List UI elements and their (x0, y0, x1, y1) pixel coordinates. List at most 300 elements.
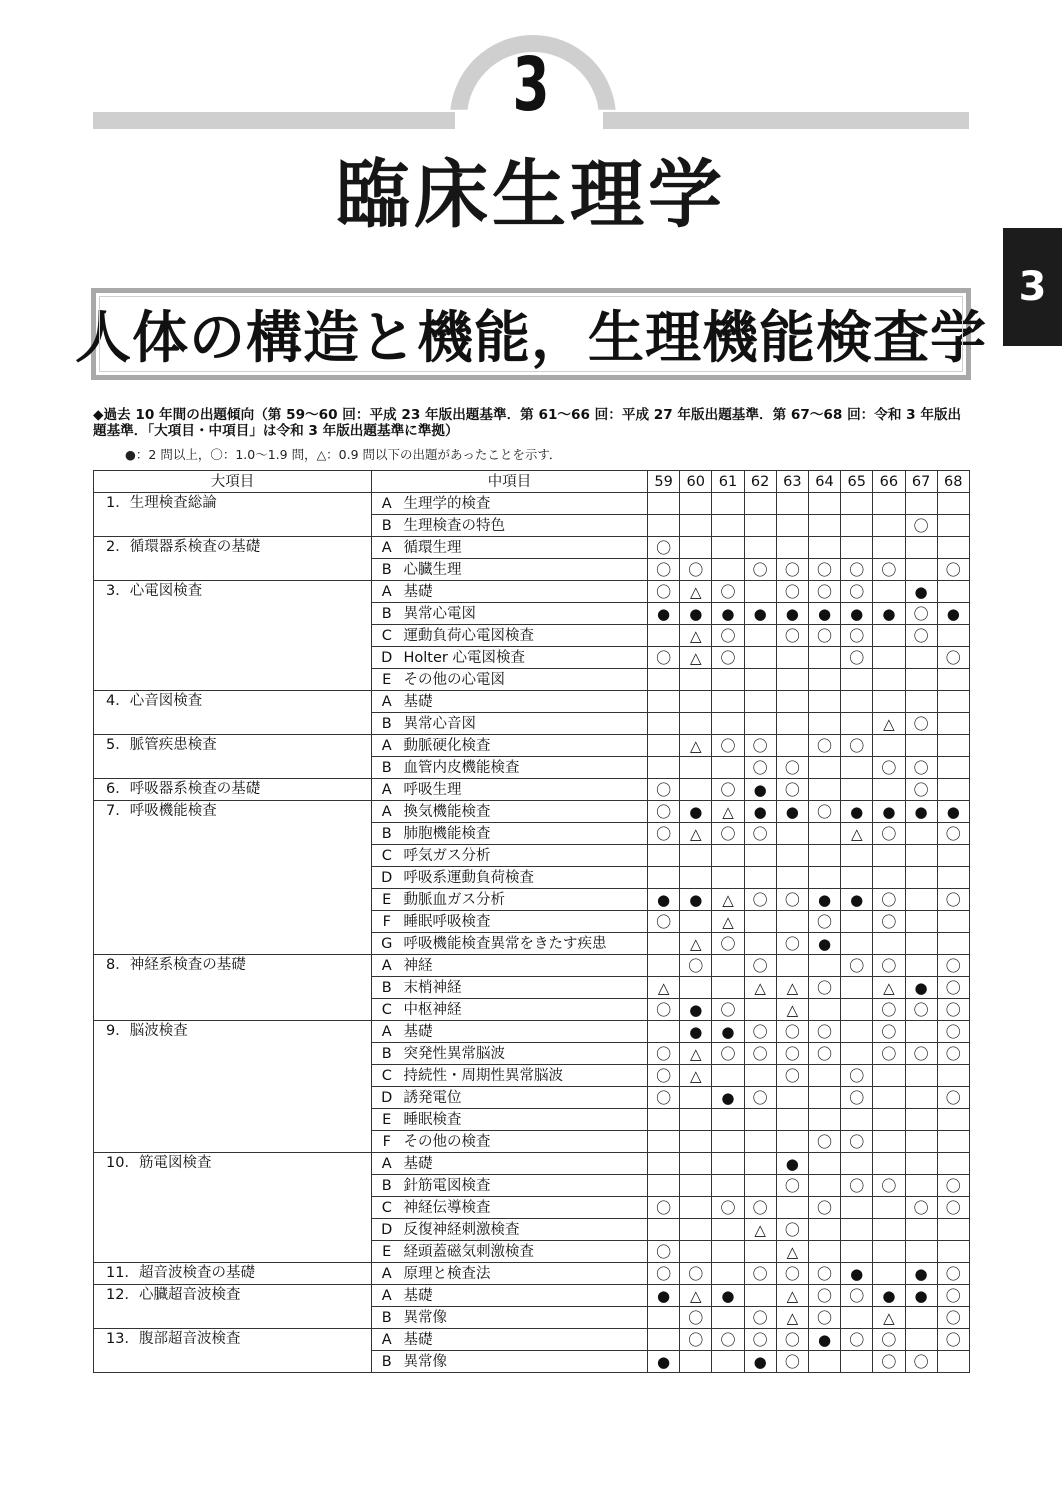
year-mark (712, 669, 744, 691)
minor-item: 動脈血ガス分析 (402, 889, 648, 911)
major-item (94, 1043, 372, 1065)
year-mark: △ (776, 1241, 808, 1263)
year-mark (937, 1109, 969, 1131)
year-mark (841, 999, 873, 1021)
year-mark (841, 669, 873, 691)
year-mark: 〇 (905, 999, 937, 1021)
major-item: 4．心音図検査 (94, 691, 372, 713)
year-mark: △ (744, 977, 776, 999)
minor-letter: D (372, 647, 402, 669)
year-mark (873, 515, 905, 537)
table-row (94, 1307, 970, 1329)
major-item: 10．筋電図検査 (94, 1153, 372, 1175)
year-mark: 〇 (744, 1307, 776, 1329)
year-mark: 〇 (937, 1043, 969, 1065)
year-mark: ● (776, 1153, 808, 1175)
year-mark: ● (937, 801, 969, 823)
table-row (94, 1241, 970, 1263)
year-mark: 〇 (937, 647, 969, 669)
year-mark: ● (905, 801, 937, 823)
minor-letter: F (372, 911, 402, 933)
year-mark: 〇 (712, 625, 744, 647)
minor-item: 運動負荷心電図検査 (402, 625, 648, 647)
year-mark: 〇 (808, 559, 840, 581)
year-mark (873, 493, 905, 515)
year-mark (905, 1307, 937, 1329)
legend: ●：2 問以上，〇：1.0〜1.9 問，△：0.9 問以下の出題があったことを示す． (125, 447, 562, 462)
minor-item: 呼吸機能検査異常をきたす疾患 (402, 933, 648, 955)
header-bar-left (93, 112, 455, 129)
minor-item: 神経伝導検査 (402, 1197, 648, 1219)
year-mark (937, 1351, 969, 1373)
year-mark: 〇 (905, 515, 937, 537)
year-mark: ● (905, 581, 937, 603)
major-item: 1．生理検査総論 (94, 493, 372, 515)
year-mark (808, 537, 840, 559)
year-mark: 〇 (648, 999, 680, 1021)
year-mark: 〇 (937, 1263, 969, 1285)
minor-item: 原理と検査法 (402, 1263, 648, 1285)
year-mark: 〇 (808, 735, 840, 757)
year-mark (905, 1087, 937, 1109)
year-mark: ● (648, 1351, 680, 1373)
minor-item: 生理検査の特色 (402, 515, 648, 537)
major-item (94, 933, 372, 955)
year-mark: 〇 (744, 1197, 776, 1219)
year-mark: ● (905, 1285, 937, 1307)
year-mark: △ (680, 625, 712, 647)
year-mark: 〇 (776, 581, 808, 603)
year-mark (680, 867, 712, 889)
year-mark: ● (648, 1285, 680, 1307)
year-mark: △ (776, 1285, 808, 1307)
year-mark: 〇 (841, 1087, 873, 1109)
year-mark: ● (808, 933, 840, 955)
year-mark: ● (873, 603, 905, 625)
year-mark (808, 493, 840, 515)
year-mark (937, 1241, 969, 1263)
year-mark: 〇 (808, 1263, 840, 1285)
year-mark: ● (680, 889, 712, 911)
year-mark (841, 1219, 873, 1241)
year-mark (905, 647, 937, 669)
year-mark (776, 537, 808, 559)
year-mark: 〇 (808, 581, 840, 603)
year-mark: △ (841, 823, 873, 845)
year-mark (905, 823, 937, 845)
year-mark: 〇 (937, 977, 969, 999)
year-mark: 〇 (937, 1175, 969, 1197)
year-mark (808, 845, 840, 867)
major-item (94, 1307, 372, 1329)
year-mark: 〇 (905, 1351, 937, 1373)
year-mark: △ (712, 911, 744, 933)
minor-item: 呼気ガス分析 (402, 845, 648, 867)
year-mark: △ (680, 823, 712, 845)
year-mark: 〇 (873, 1351, 905, 1373)
year-mark: 〇 (808, 625, 840, 647)
minor-letter: B (372, 559, 402, 581)
year-mark (937, 537, 969, 559)
table-row (94, 713, 970, 735)
year-mark (937, 669, 969, 691)
minor-letter: E (372, 1241, 402, 1263)
year-mark (841, 779, 873, 801)
major-item (94, 1087, 372, 1109)
year-mark: 〇 (873, 823, 905, 845)
major-item: 13．腹部超音波検査 (94, 1329, 372, 1351)
year-mark (648, 1329, 680, 1351)
year-mark (744, 911, 776, 933)
year-mark: 〇 (712, 999, 744, 1021)
minor-item: 針筋電図検査 (402, 1175, 648, 1197)
year-mark (712, 977, 744, 999)
year-mark (808, 647, 840, 669)
year-mark (744, 625, 776, 647)
year-mark: 〇 (808, 1043, 840, 1065)
table-row (94, 757, 970, 779)
minor-letter: A (372, 1021, 402, 1043)
year-mark (937, 779, 969, 801)
note-marker: ◆ (93, 407, 104, 423)
table-row (94, 977, 970, 999)
year-mark: ● (776, 603, 808, 625)
minor-letter: A (372, 1285, 402, 1307)
year-mark (680, 1197, 712, 1219)
minor-item: 経頭蓋磁気刺激検査 (402, 1241, 648, 1263)
year-mark (712, 537, 744, 559)
minor-item: 心臓生理 (402, 559, 648, 581)
minor-letter: D (372, 1219, 402, 1241)
table-row (94, 1263, 970, 1285)
year-mark (648, 735, 680, 757)
year-mark (776, 669, 808, 691)
year-mark (841, 1043, 873, 1065)
year-mark (712, 1153, 744, 1175)
minor-item: 反復神経刺激検査 (402, 1219, 648, 1241)
year-mark (744, 515, 776, 537)
year-mark (712, 955, 744, 977)
table-row (94, 1175, 970, 1197)
year-mark (680, 845, 712, 867)
table-row (94, 1351, 970, 1373)
year-mark (712, 1219, 744, 1241)
year-mark: 〇 (937, 1307, 969, 1329)
year-mark: △ (873, 977, 905, 999)
year-mark (712, 493, 744, 515)
minor-letter: A (372, 955, 402, 977)
year-mark (873, 867, 905, 889)
minor-letter: A (372, 1153, 402, 1175)
table-row (94, 823, 970, 845)
year-mark (841, 493, 873, 515)
year-mark (841, 845, 873, 867)
year-mark (744, 1131, 776, 1153)
minor-letter: C (372, 999, 402, 1021)
year-mark (648, 1307, 680, 1329)
year-mark: 〇 (776, 1263, 808, 1285)
year-mark (873, 669, 905, 691)
year-mark (937, 1065, 969, 1087)
year-mark: 〇 (776, 779, 808, 801)
year-mark (744, 581, 776, 603)
year-mark: 〇 (776, 1219, 808, 1241)
year-mark: 〇 (744, 1087, 776, 1109)
header-year: 61 (712, 471, 744, 493)
minor-letter: C (372, 1065, 402, 1087)
year-mark (744, 1153, 776, 1175)
year-mark: △ (680, 933, 712, 955)
table-row (94, 999, 970, 1021)
year-mark: △ (648, 977, 680, 999)
minor-letter: B (372, 515, 402, 537)
year-mark (937, 493, 969, 515)
year-mark: ● (648, 603, 680, 625)
year-mark: △ (776, 999, 808, 1021)
minor-letter: B (372, 713, 402, 735)
minor-item: 基礎 (402, 1021, 648, 1043)
major-item (94, 911, 372, 933)
year-mark: 〇 (873, 757, 905, 779)
year-mark (873, 1263, 905, 1285)
year-mark (905, 735, 937, 757)
year-mark (648, 691, 680, 713)
minor-item: 持続性・周期性異常脳波 (402, 1065, 648, 1087)
table-row (94, 845, 970, 867)
year-mark: 〇 (680, 1329, 712, 1351)
year-mark: 〇 (744, 955, 776, 977)
minor-letter: A (372, 801, 402, 823)
year-mark (744, 1285, 776, 1307)
year-mark: 〇 (937, 999, 969, 1021)
year-mark (680, 1153, 712, 1175)
year-mark (680, 691, 712, 713)
year-mark: △ (680, 735, 712, 757)
year-mark (712, 1263, 744, 1285)
year-mark (712, 867, 744, 889)
year-mark: ● (808, 1329, 840, 1351)
year-mark: ● (905, 977, 937, 999)
year-mark (905, 1175, 937, 1197)
year-mark: 〇 (648, 1197, 680, 1219)
year-mark (680, 779, 712, 801)
trend-table (93, 470, 970, 1373)
minor-item: 循環生理 (402, 537, 648, 559)
year-mark (808, 955, 840, 977)
year-mark: 〇 (937, 1329, 969, 1351)
year-mark (808, 1109, 840, 1131)
minor-item: 異常像 (402, 1307, 648, 1329)
year-mark: ● (873, 1285, 905, 1307)
minor-item: 呼吸系運動負荷検査 (402, 867, 648, 889)
year-mark (648, 713, 680, 735)
year-mark (680, 1175, 712, 1197)
year-mark: 〇 (680, 559, 712, 581)
year-mark (712, 515, 744, 537)
year-mark (648, 625, 680, 647)
minor-letter: C (372, 625, 402, 647)
table-row (94, 911, 970, 933)
year-mark (937, 757, 969, 779)
year-mark (905, 1021, 937, 1043)
major-item (94, 1219, 372, 1241)
table-row (94, 669, 970, 691)
year-mark: 〇 (841, 735, 873, 757)
year-mark (744, 933, 776, 955)
year-mark (776, 515, 808, 537)
minor-item: 突発性異常脳波 (402, 1043, 648, 1065)
year-mark: 〇 (680, 1263, 712, 1285)
year-mark (648, 1109, 680, 1131)
header-year: 59 (648, 471, 680, 493)
year-mark: ● (680, 801, 712, 823)
major-item: 2．循環器系検査の基礎 (94, 537, 372, 559)
year-mark: 〇 (937, 1197, 969, 1219)
major-item (94, 669, 372, 691)
year-mark (648, 757, 680, 779)
year-mark (680, 1109, 712, 1131)
year-mark: 〇 (776, 625, 808, 647)
year-mark (744, 1109, 776, 1131)
year-mark: 〇 (648, 537, 680, 559)
minor-item: 異常心音図 (402, 713, 648, 735)
year-mark: 〇 (776, 1021, 808, 1043)
year-mark (808, 669, 840, 691)
year-mark (680, 911, 712, 933)
year-mark: ● (680, 603, 712, 625)
year-mark: 〇 (744, 823, 776, 845)
header-bar-right (603, 112, 969, 129)
year-mark: 〇 (841, 1285, 873, 1307)
year-mark: ● (648, 889, 680, 911)
major-item (94, 889, 372, 911)
year-mark: ● (712, 603, 744, 625)
year-mark: 〇 (776, 1175, 808, 1197)
year-mark (712, 559, 744, 581)
year-mark (712, 691, 744, 713)
year-mark (776, 713, 808, 735)
year-mark (937, 867, 969, 889)
header-year: 67 (905, 471, 937, 493)
year-mark (905, 669, 937, 691)
year-mark (808, 713, 840, 735)
year-mark: 〇 (937, 889, 969, 911)
year-mark (808, 515, 840, 537)
table-row (94, 603, 970, 625)
year-mark: △ (873, 1307, 905, 1329)
year-mark (680, 757, 712, 779)
table-row (94, 581, 970, 603)
year-mark: 〇 (873, 911, 905, 933)
year-mark (808, 1219, 840, 1241)
minor-letter: E (372, 889, 402, 911)
year-mark (841, 933, 873, 955)
year-mark (841, 911, 873, 933)
table-row (94, 933, 970, 955)
year-mark (873, 691, 905, 713)
year-mark (873, 1065, 905, 1087)
year-mark (905, 1131, 937, 1153)
header-year: 60 (680, 471, 712, 493)
year-mark (744, 1065, 776, 1087)
table-row (94, 1065, 970, 1087)
table-row (94, 1285, 970, 1307)
year-mark (744, 647, 776, 669)
year-mark: 〇 (648, 1087, 680, 1109)
year-mark: 〇 (712, 647, 744, 669)
minor-item: 血管内皮機能検査 (402, 757, 648, 779)
year-mark (648, 867, 680, 889)
year-mark (873, 647, 905, 669)
major-item (94, 1175, 372, 1197)
table-row (94, 955, 970, 977)
year-mark: 〇 (776, 1329, 808, 1351)
year-mark (680, 1241, 712, 1263)
year-mark (873, 1131, 905, 1153)
year-mark (841, 1021, 873, 1043)
year-mark (776, 1131, 808, 1153)
year-mark (937, 1153, 969, 1175)
year-mark: 〇 (648, 559, 680, 581)
year-mark (873, 1241, 905, 1263)
year-mark (744, 493, 776, 515)
minor-item: 異常像 (402, 1351, 648, 1373)
year-mark (808, 779, 840, 801)
minor-letter: B (372, 977, 402, 999)
minor-item: 生理学的検査 (402, 493, 648, 515)
chapter-number: 3 (512, 42, 550, 128)
year-mark: ● (744, 1351, 776, 1373)
year-mark (873, 735, 905, 757)
subtitle: 人体の構造と機能，生理機能検査学 (75, 306, 987, 371)
year-mark (808, 1087, 840, 1109)
major-item (94, 1131, 372, 1153)
year-mark: ● (744, 801, 776, 823)
year-mark: 〇 (648, 911, 680, 933)
year-mark (712, 757, 744, 779)
table-row (94, 1197, 970, 1219)
year-mark (680, 537, 712, 559)
minor-letter: E (372, 669, 402, 691)
minor-item: 換気機能検査 (402, 801, 648, 823)
major-item (94, 625, 372, 647)
year-mark: 〇 (808, 911, 840, 933)
year-mark (873, 625, 905, 647)
table-row (94, 537, 970, 559)
year-mark: 〇 (712, 1043, 744, 1065)
year-mark: 〇 (905, 713, 937, 735)
major-item (94, 757, 372, 779)
year-mark (905, 889, 937, 911)
year-mark: 〇 (873, 1043, 905, 1065)
year-mark (873, 1087, 905, 1109)
minor-letter: G (372, 933, 402, 955)
major-item (94, 1241, 372, 1263)
year-mark: 〇 (841, 955, 873, 977)
table-header-row (94, 471, 970, 493)
year-mark: △ (712, 801, 744, 823)
year-mark (808, 999, 840, 1021)
year-mark: 〇 (808, 1307, 840, 1329)
year-mark (808, 1351, 840, 1373)
table-row (94, 779, 970, 801)
header-minor: 中項目 (372, 471, 648, 493)
year-mark (905, 933, 937, 955)
year-mark (776, 955, 808, 977)
year-mark (808, 1241, 840, 1263)
year-mark (873, 537, 905, 559)
minor-item: 基礎 (402, 581, 648, 603)
